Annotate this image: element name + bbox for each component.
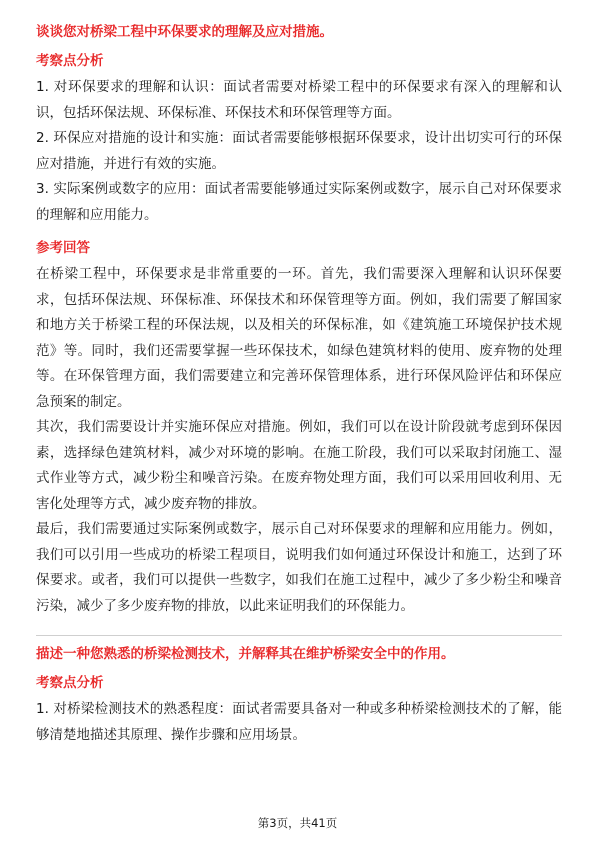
document-page [36,22,562,752]
q1-analysis-point-1: 1. 对环保要求的理解和认识：面试者需要对桥梁工程中的环保要求有深入的理解和认识，包括环保法规、环保标准、环保技术和环保管理等方面。 [36,79,562,121]
q1-answer-body [36,262,562,619]
q2-analysis-heading: 考察点分析 [36,675,104,691]
question-1-title: 谈谈您对桥梁工程中环保要求的理解及应对措施。 [36,24,333,40]
page-number: 第3页，共41页 [257,816,338,830]
q2-analysis-list [36,697,562,748]
q1-answer-heading: 参考回答 [36,240,90,256]
section-divider [36,635,562,636]
q1-analysis-point-3: 3. 实际案例或数字的应用：面试者需要能够通过实际案例或数字，展示自己对环保要求的理解和应用能力。 [36,181,562,223]
q1-analysis-point-2: 2. 环保应对措施的设计和实施：面试者需要能够根据环保要求，设计出切实可行的环保应对措施，并进行有效的实施。 [36,130,562,172]
q2-analysis-point-1: 1. 对桥梁检测技术的熟悉程度：面试者需要具备对一种或多种桥梁检测技术的了解，能够清楚地描述其原理、操作步骤和应用场景。 [36,701,562,743]
q1-analysis-list [36,75,562,228]
q1-analysis-heading: 考察点分析 [36,53,104,69]
question-2-title: 描述一种您熟悉的桥梁检测技术，并解释其在维护桥梁安全中的作用。 [36,646,455,662]
q1-answer-paragraph-2: 其次，我们需要设计并实施环保应对措施。例如，我们可以在设计阶段就考虑到环保因素，选择绿色建筑材料，减少对环境的影响。在施工阶段，我们可以采取封闭施工、湿式作业等方式，减少粉尘和噪音污染。在废弃物处理方面，我们可以采用回收利用、无害化处理等方式，减少废弃物的排放。 [36,419,562,512]
q1-answer-paragraph-1: 在桥梁工程中，环保要求是非常重要的一环。首先，我们需要深入理解和认识环保要求，包括环保法规、环保标准、环保技术和环保管理等方面。例如，我们需要了解国家和地方关于桥梁工程的环保法规，以及相关的环保标准，如《建筑施工环境保护技术规范》等。同时，我们还需要掌握一些环保技术，如绿色建筑材料的使用、废弃物的处理等。在环保管理方面，我们需要建立和完善环保管理体系，进行环保风险评估和环保应急预案的制定。 [36,266,562,410]
q1-answer-paragraph-3: 最后，我们需要通过实际案例或数字，展示自己对环保要求的理解和应用能力。例如，我们可以引用一些成功的桥梁工程项目，说明我们如何通过环保设计和施工，达到了环保要求。或者，我们可以提供一些数字，如我们在施工过程中，减少了多少粉尘和噪音污染，减少了多少废弃物的排放，以此来证明我们的环保能力。 [36,521,562,614]
